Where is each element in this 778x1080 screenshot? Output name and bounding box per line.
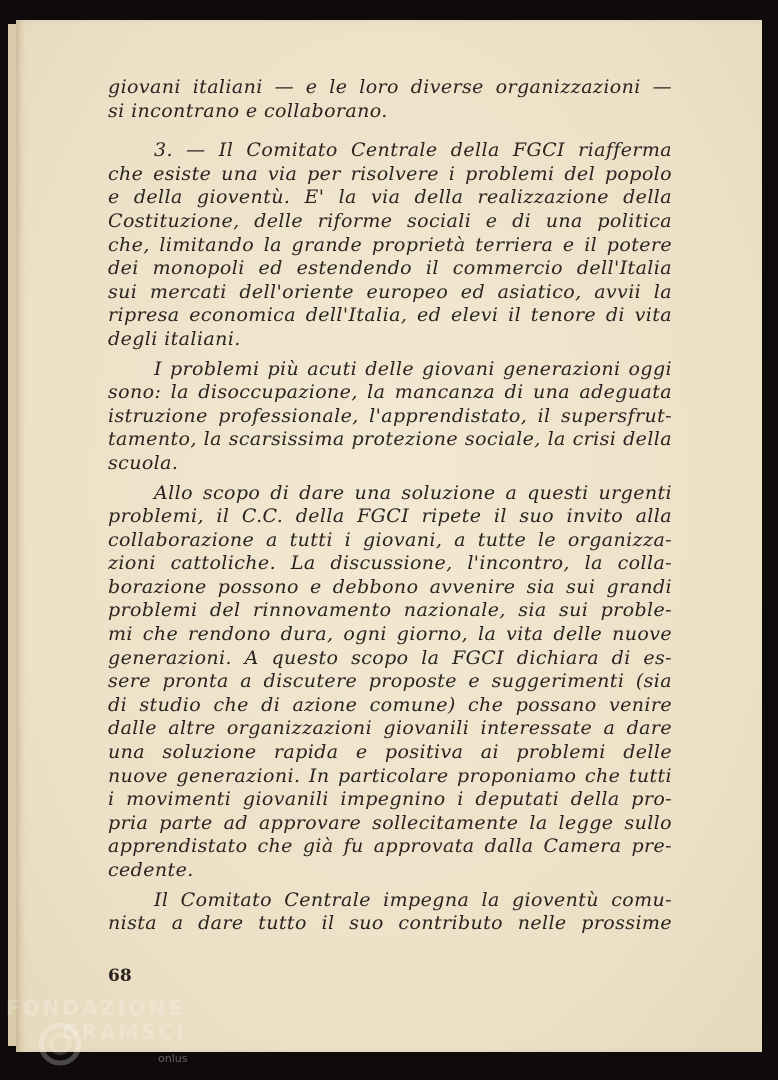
text-line: nuove generazioni. In particolare proponiamo che tutti bbox=[108, 764, 672, 787]
text-line: i movimenti giovanili impegnino i deputati della pro- bbox=[108, 788, 672, 811]
text-line: problemi, il C.C. della FGCI ripete il suo invito alla bbox=[108, 505, 672, 528]
text-line: sui mercati dell'oriente europeo ed asiatico, avvii la bbox=[108, 280, 672, 303]
text-line: pria parte ad approvare sollecitamente la legge sullo bbox=[108, 811, 672, 834]
text-line: sono: la disoccupazione, la mancanza di una adeguata bbox=[108, 381, 672, 404]
text-line: di studio che di azione comune) che possano venire bbox=[108, 693, 672, 716]
text-line: e della gioventù. E' la via della realizzazione della bbox=[108, 186, 672, 209]
text-line: Costituzione, delle riforme sociali e di una politica bbox=[108, 209, 672, 232]
text-line: I problemi più acuti delle giovani generazioni oggi bbox=[154, 357, 672, 380]
text-line: zioni cattoliche. La discussione, l'incontro, la colla- bbox=[108, 552, 672, 575]
watermark-onlus: onlus bbox=[158, 1052, 188, 1065]
text-line: una soluzione rapida e positiva ai problemi delle bbox=[108, 741, 672, 764]
text-line: apprendistato che già fu approvata dalla Camera pre- bbox=[108, 835, 672, 858]
text-line: cedente. bbox=[108, 859, 194, 881]
text-line: tamento, la scarsissima protezione sociale, la crisi della bbox=[108, 428, 672, 451]
text-line: dalle altre organizzazioni giovanili interessate a dare bbox=[108, 717, 672, 740]
text-line: giovani italiani — e le loro diverse organizzazioni — bbox=[108, 76, 672, 98]
text-line: che, limitando la grande proprietà terriera e il potere bbox=[108, 233, 672, 256]
text-line: mi che rendono dura, ogni giorno, la vita delle nuove bbox=[108, 623, 672, 646]
text-line: collaborazione a tutti i giovani, a tutte le organizza- bbox=[108, 528, 672, 551]
text-line: ripresa economica dell'Italia, ed elevi il tenore di vita bbox=[108, 304, 672, 327]
text-line: sere pronta a discutere proposte e suggerimenti (sia bbox=[108, 670, 672, 693]
text-line: nista a dare tutto il suo contributo nelle prossime bbox=[108, 912, 672, 935]
body-text bbox=[108, 76, 672, 936]
text-line: si incontrano e collaborano. bbox=[108, 99, 388, 122]
text-line: scuola. bbox=[108, 451, 179, 474]
watermark bbox=[2, 994, 202, 1074]
watermark-subtitle: GRAMSCI bbox=[62, 1020, 187, 1044]
text-line: problemi del rinnovamento nazionale, sia sui proble- bbox=[108, 599, 672, 622]
text-line: degli italiani. bbox=[108, 327, 241, 350]
text-line: generazioni. A questo scopo la FGCI dichiara di es- bbox=[108, 646, 672, 669]
text-line: Allo scopo di dare una soluzione a questi urgenti bbox=[154, 481, 672, 504]
page-number: 68 bbox=[108, 966, 132, 986]
text-line: istruzione professionale, l'apprendistato, il supersfrut- bbox=[108, 404, 672, 427]
text-line: che esiste una via per risolvere i problemi del popolo bbox=[108, 162, 672, 185]
text-line: borazione possono e debbono avvenire sia sui grandi bbox=[108, 575, 672, 598]
text-line: 3. — Il Comitato Centrale della FGCI riafferma bbox=[154, 139, 672, 162]
watermark-title: FONDAZIONE bbox=[6, 996, 185, 1020]
text-line: dei monopoli ed estendendo il commercio dell'Italia bbox=[108, 257, 672, 280]
text-line: Il Comitato Centrale impegna la gioventù comu- bbox=[154, 888, 672, 911]
